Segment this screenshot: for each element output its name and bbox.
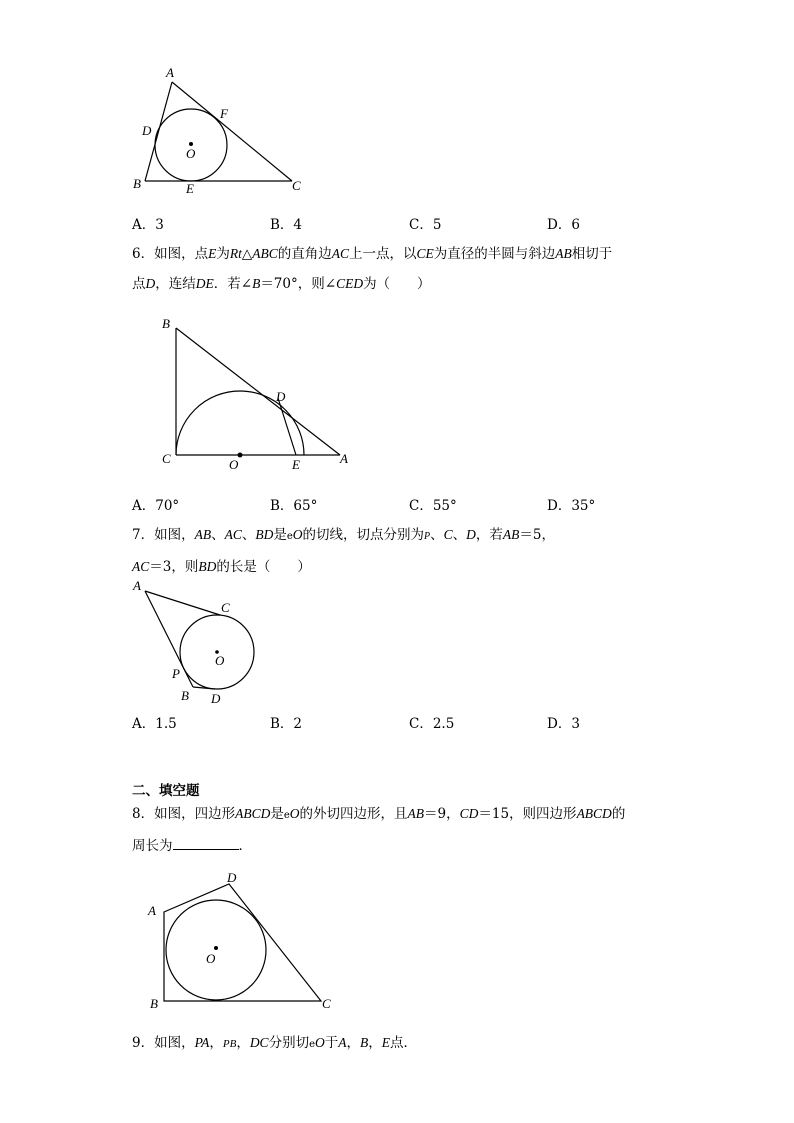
q5-label-f: F [220, 106, 228, 121]
q8-label-o: O [206, 951, 216, 966]
q9-stem [132, 1028, 672, 1060]
q5-label-e: E [186, 181, 194, 196]
q6-stem [132, 239, 672, 299]
q7-label-a: A [133, 578, 141, 593]
q7-option-b[interactable]: B．2 [270, 716, 303, 732]
q5-label-c: C [292, 178, 301, 193]
q7-line2: AC＝3，则BD的长是（ ） [132, 559, 311, 575]
q7-label-d: D [211, 691, 221, 706]
q8-label-b: B [150, 996, 158, 1011]
q8-label-d: D [227, 870, 237, 885]
q8-label-a: A [148, 903, 156, 918]
q6-option-b[interactable]: B．65° [270, 498, 318, 514]
q7-stem [132, 520, 672, 582]
q7-figure [125, 575, 275, 710]
section-title-fill-in: 二、填空题 [132, 783, 200, 799]
q7-label-b: B [181, 688, 189, 703]
q5-figure [120, 60, 320, 200]
q6-option-a[interactable]: A．70° [132, 498, 180, 514]
q7-line1: 7．如图，AB、AC、BD是eO的切线，切点分别为P、C、D，若AB＝5， [132, 527, 555, 543]
q7-label-o: O [215, 653, 225, 668]
q5-option-b[interactable]: B．4 [270, 217, 303, 233]
q6-label-d: D [276, 389, 286, 404]
q6-line1: 6．如图，点E为Rt△ABC的直角边AC上一点，以CE为直径的半圆与斜边AB相切于 [132, 246, 613, 262]
q5-label-b: B [133, 176, 141, 191]
q6-option-c[interactable]: C．55° [409, 498, 457, 514]
q5-option-d[interactable]: D．6 [547, 217, 580, 233]
q6-label-b: B [162, 316, 170, 331]
q7-option-c[interactable]: C．2.5 [409, 716, 455, 732]
q5-options [132, 213, 732, 233]
q6-hypotenuse-ab [176, 328, 340, 455]
q5-side-ac [172, 82, 292, 181]
q8-stem [132, 799, 672, 861]
q6-line2: 点D，连结DE．若∠B＝70°，则∠CED为（ ） [132, 276, 431, 292]
q6-label-c: C [162, 451, 171, 466]
q8-figure [140, 868, 350, 1016]
q8-answer-blank[interactable] [173, 833, 239, 850]
q5-label-a: A [166, 65, 174, 80]
q6-options [132, 494, 732, 514]
q5-option-c[interactable]: C．5 [409, 217, 442, 233]
q8-label-c: C [322, 996, 331, 1011]
q8-center-dot [214, 946, 218, 950]
q7-label-p: P [172, 666, 180, 681]
q5-option-a[interactable]: A．3 [132, 217, 164, 233]
q7-tangent-ac [145, 591, 220, 615]
q8-line2: 周长为 ． [132, 831, 672, 861]
q6-label-a: A [340, 451, 348, 466]
q8-line1: 8．如图，四边形ABCD是eO的外切四边形，且AB＝9，CD＝15，则四边形ABCD的 [132, 806, 626, 822]
q7-label-c: C [221, 600, 230, 615]
q6-label-o: O [229, 457, 239, 472]
q5-label-d: D [142, 123, 152, 138]
q5-label-o: O [186, 146, 196, 161]
q8-quadrilateral [164, 884, 321, 1001]
q7-option-a[interactable]: A．1.5 [132, 716, 177, 732]
q6-option-d[interactable]: D．35° [547, 498, 596, 514]
q6-label-e: E [292, 457, 300, 472]
q6-figure [150, 310, 370, 480]
q7-options [132, 712, 732, 732]
q7-option-d[interactable]: D．3 [547, 716, 580, 732]
q9-line1: 9．如图，PA，PB，DC分别切eO于A，B，E点． [132, 1035, 417, 1051]
q6-segment-de [278, 398, 296, 455]
